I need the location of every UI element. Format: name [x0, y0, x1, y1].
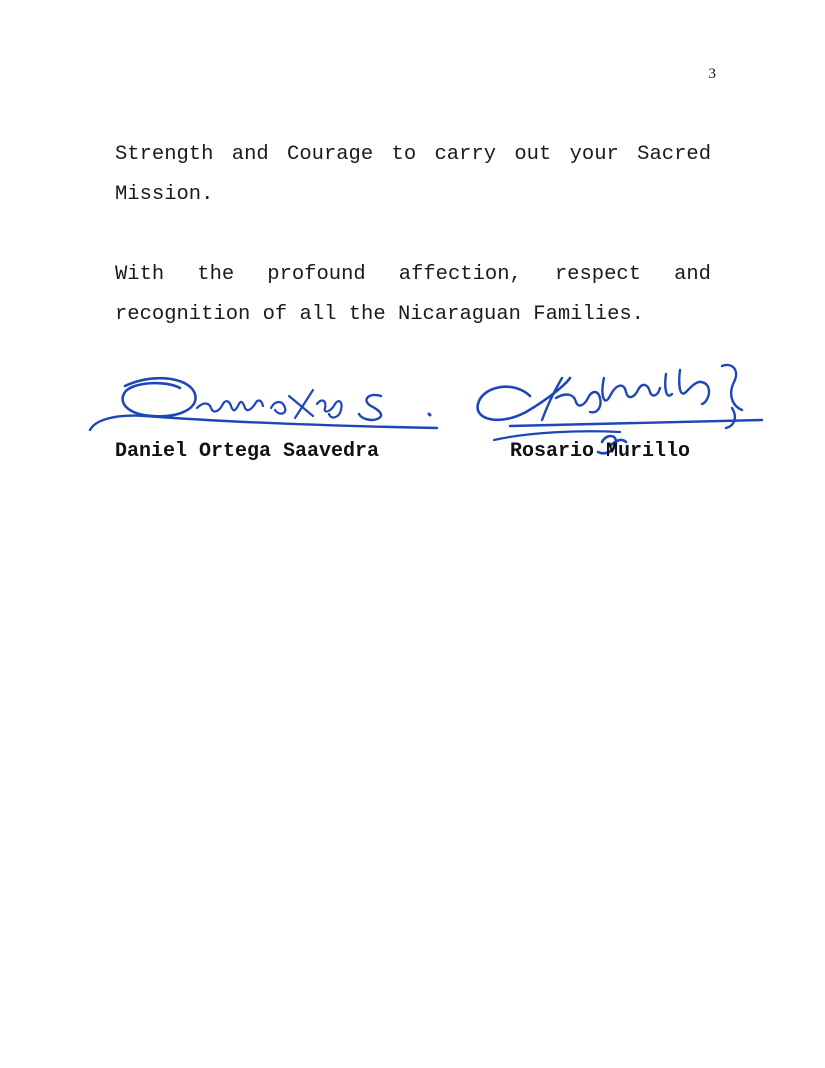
signer-name-daniel-ortega: Daniel Ortega Saavedra — [115, 440, 380, 463]
page-number: 3 — [708, 66, 716, 82]
body-paragraph: Strength and Courage to carry out your Sacred Mission. — [115, 143, 711, 206]
signature-daniel-ortega — [85, 360, 450, 440]
closing-paragraph: With the profound affection, respect and recognition of all the Nicaraguan Families. — [115, 263, 711, 326]
signer-name-rosario-murillo: Rosario Murillo — [510, 440, 691, 463]
